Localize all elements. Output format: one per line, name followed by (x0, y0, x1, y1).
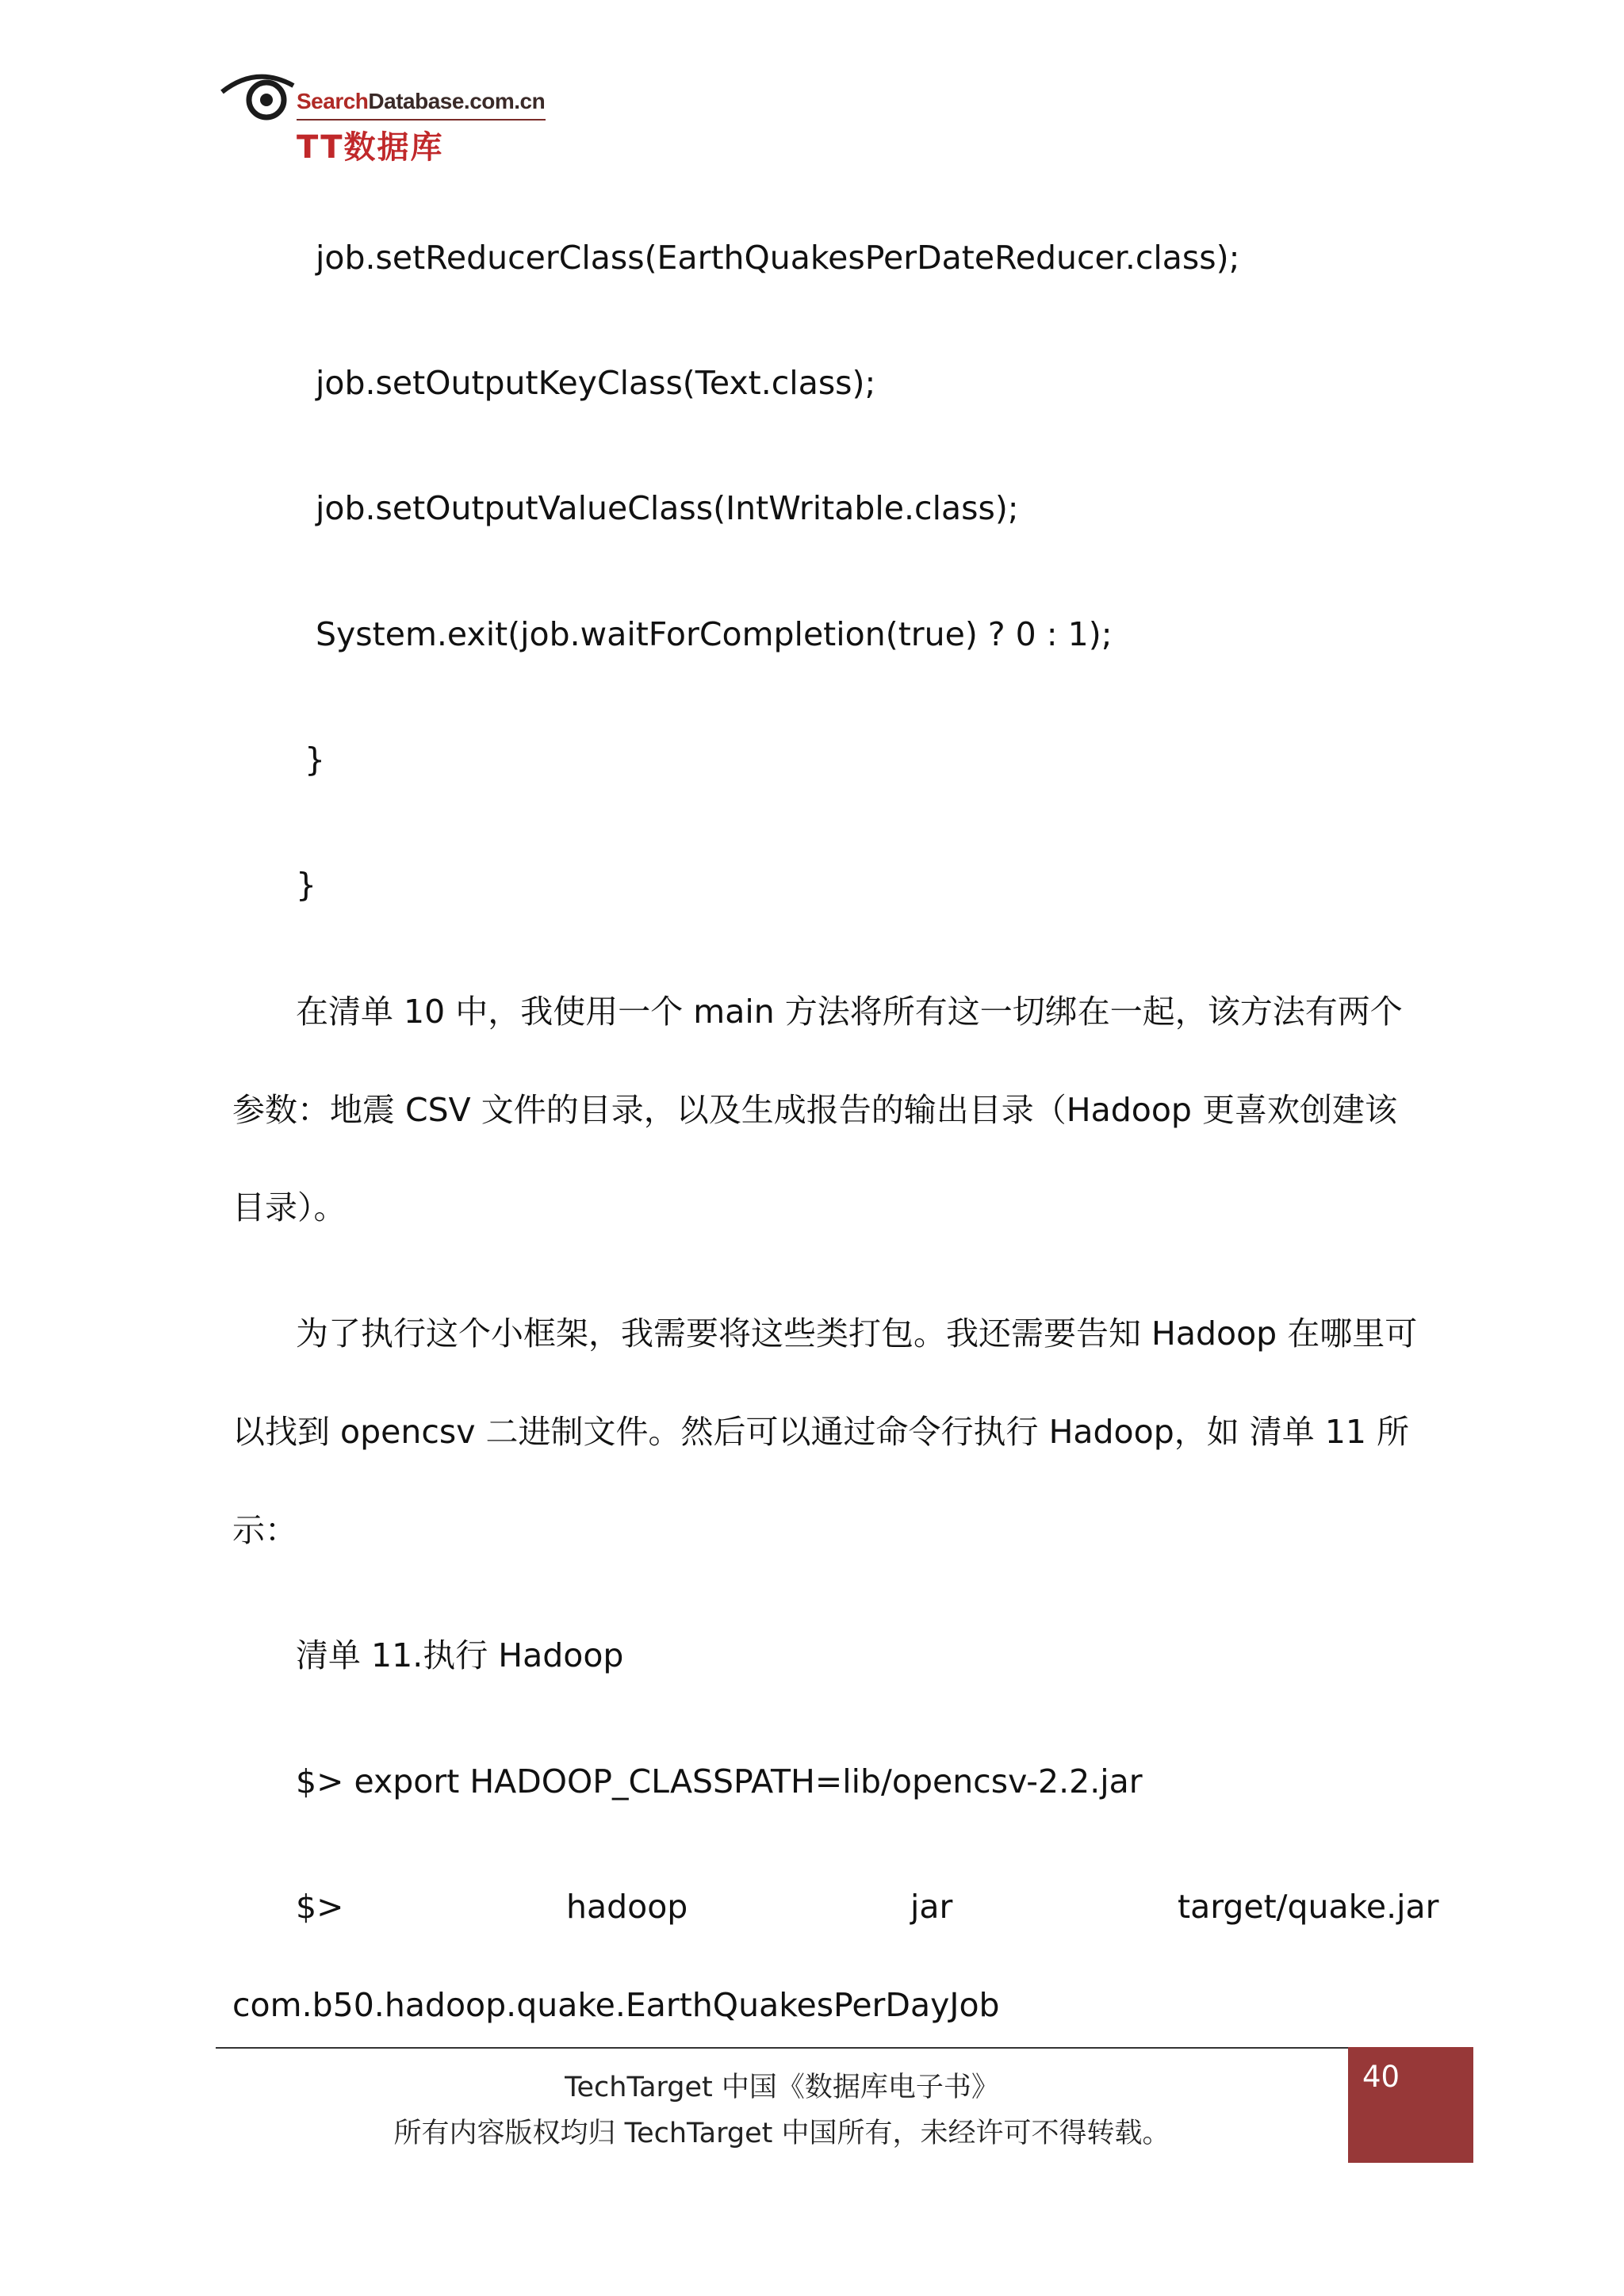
eye-logo-icon (220, 68, 300, 124)
command-word: target/quake.jar (1178, 1888, 1439, 1926)
footer-publication: TechTarget 中国《数据库电子书》 (565, 2072, 999, 2103)
paragraph-1-line-2: 参数：地震 CSV 文件的目录，以及生成报告的输出目录（Hadoop 更喜欢创建该 (232, 1091, 1397, 1129)
code-line: job.setOutputValueClass(IntWritable.class); (316, 489, 1019, 527)
footer-copyright: 所有内容版权均归 TechTarget 中国所有，未经许可不得转载。 (393, 2118, 1170, 2149)
brand-cn: TT数据库 (297, 129, 444, 166)
code-line: job.setOutputKeyClass(Text.class); (316, 364, 876, 402)
code-line: System.exit(job.waitForCompletion(true) ? 0 : 1); (316, 615, 1113, 653)
logo-underline (297, 119, 546, 121)
command-continuation: com.b50.hadoop.quake.EarthQuakesPerDayJob (232, 1986, 1000, 2024)
code-closing-brace: } (304, 740, 326, 779)
paragraph-1-line-3: 目录）。 (232, 1188, 347, 1226)
page-number-box (1348, 2047, 1473, 2163)
paragraph-2-line-2: 以找到 opencsv 二进制文件。然后可以通过命令行执行 Hadoop，如 清单 11 所 (232, 1413, 1410, 1451)
page-number: 40 (1362, 2060, 1400, 2094)
code-line: job.setReducerClass(EarthQuakesPerDateReducer.class); (316, 239, 1240, 277)
footer-divider (216, 2047, 1348, 2049)
code-closing-brace: } (296, 866, 317, 904)
command-word: jar (910, 1888, 953, 1926)
site-logo (220, 68, 553, 166)
paragraph-1-line-1: 在清单 10 中，我使用一个 main 方法将所有这一切绑在一起，该方法有两个 (296, 993, 1403, 1031)
paragraph-2-line-1: 为了执行这个小框架，我需要将这些类打包。我还需要告知 Hadoop 在哪里可 (296, 1314, 1418, 1353)
command-prompt: $> (296, 1888, 344, 1926)
site-name: SearchDatabase.com.cn (297, 89, 546, 113)
command-line: $> export HADOOP_CLASSPATH=lib/opencsv-2.2.jar (296, 1762, 1143, 1800)
command-word: hadoop (566, 1888, 688, 1926)
listing-title: 清单 11.执行 Hadoop (296, 1636, 624, 1674)
paragraph-2-line-3: 示： (232, 1511, 297, 1549)
